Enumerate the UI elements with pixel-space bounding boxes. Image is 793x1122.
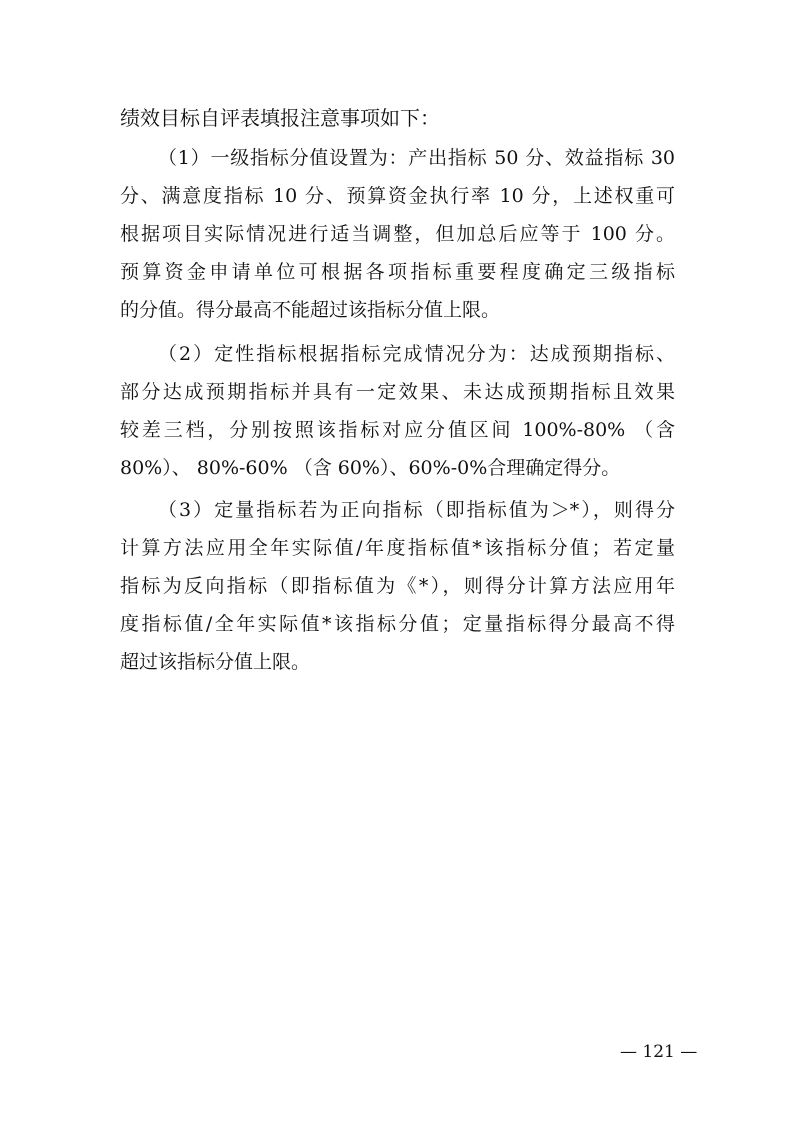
page-number: — 121 — bbox=[620, 1042, 698, 1062]
paragraph-1-line-4: 预算资金申请单位可根据各项指标重要程度确定三级指标 bbox=[120, 261, 675, 283]
document-heading: 绩效目标自评表填报注意事项如下： bbox=[120, 106, 440, 130]
paragraph-1-line-1: （1）一级指标分值设置为：产出指标 50 分、效益指标 30 bbox=[158, 147, 675, 169]
paragraph-3-line-3: 指标为反向指标（即指标值为《*），则得分计算方法应用年 bbox=[120, 575, 675, 597]
paragraph-3-line-1: （3）定量指标若为正向指标（即指标值为＞*），则得分 bbox=[158, 499, 675, 521]
paragraph-2-line-4: 80%）、 80%-60% （含 60%）、60%-0%合理确定得分。 bbox=[120, 457, 621, 479]
paragraph-2-line-2: 部分达成预期指标并具有一定效果、未达成预期指标且效果 bbox=[120, 381, 675, 403]
paragraph-1-line-2: 分、满意度指标 10 分、预算资金执行率 10 分，上述权重可 bbox=[120, 185, 675, 207]
paragraph-1-line-5: 的分值。得分最高不能超过该指标分值上限。 bbox=[120, 299, 501, 321]
paragraph-2-line-1: （2）定性指标根据指标完成情况分为：达成预期指标、 bbox=[158, 343, 675, 365]
paragraph-1-line-3: 根据项目实际情况进行适当调整，但加总后应等于 100 分。 bbox=[120, 223, 675, 245]
paragraph-2-line-3: 较差三档，分别按照该指标对应分值区间 100%-80% （含 bbox=[120, 419, 675, 441]
paragraph-3-line-2: 计算方法应用全年实际值/年度指标值*该指标分值；若定量 bbox=[120, 537, 675, 559]
paragraph-3-line-4: 度指标值/全年实际值*该指标分值；定量指标得分最高不得 bbox=[120, 613, 675, 635]
paragraph-3-line-5: 超过该指标分值上限。 bbox=[120, 651, 311, 673]
